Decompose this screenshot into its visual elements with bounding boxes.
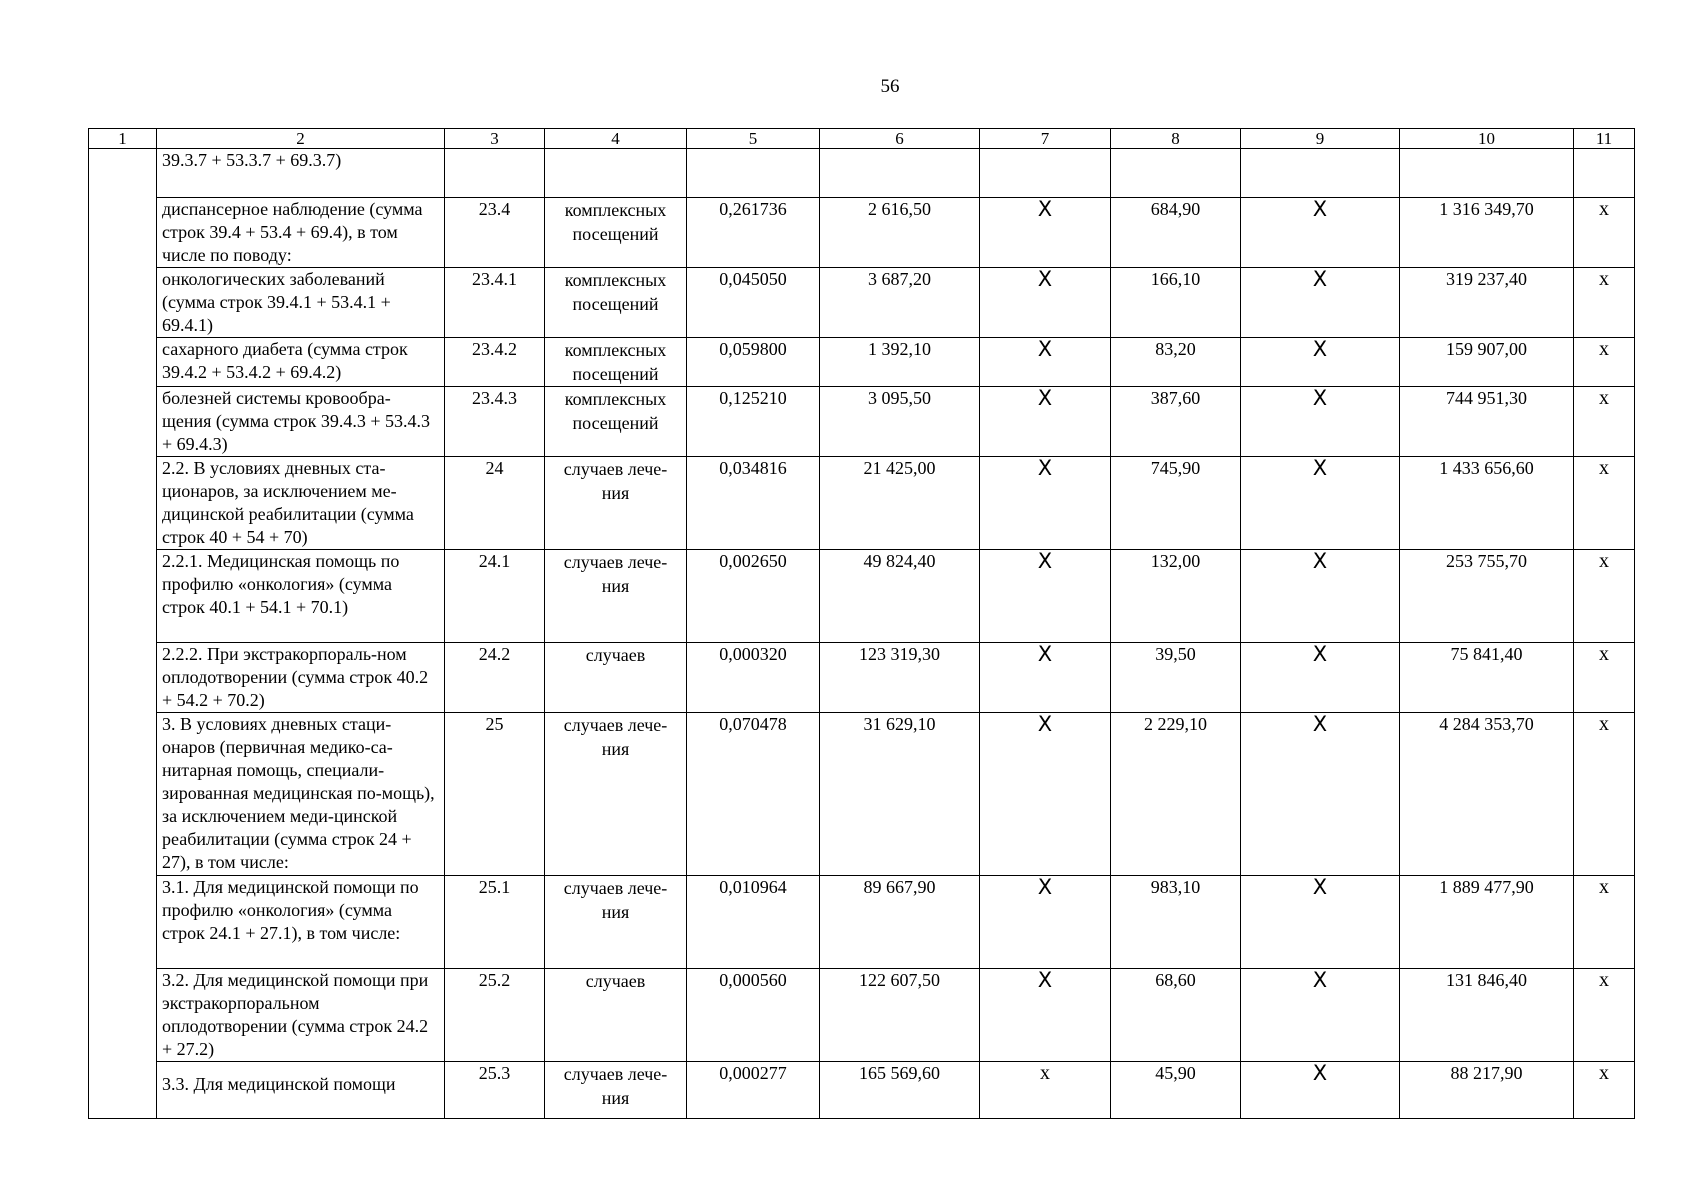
- row-norm: 0,059800: [687, 338, 820, 387]
- table-row: [89, 268, 1635, 338]
- row-cost: 89 667,90: [820, 876, 980, 969]
- table-row: [89, 387, 1635, 457]
- row-cost: 1 392,10: [820, 338, 980, 387]
- row-name: сахарного диабета (сумма строк 39.4.2 + 53.4.2 + 69.4.2): [157, 338, 445, 387]
- table-row: [89, 198, 1635, 268]
- row-cost: 122 607,50: [820, 969, 980, 1062]
- row-col8: 983,10: [1111, 876, 1241, 969]
- row-col9: X: [1241, 876, 1400, 969]
- row-col8: 745,90: [1111, 457, 1241, 550]
- row-code: 23.4.2: [445, 338, 545, 387]
- row-name: 2.2.2. При экстракорпораль-ном оплодотворении (сумма строк 40.2 + 54.2 + 70.2): [157, 643, 445, 713]
- row-col7: X: [980, 387, 1111, 457]
- row-cost: 2 616,50: [820, 198, 980, 268]
- column-number-row: [89, 129, 1635, 149]
- row-col8: 132,00: [1111, 550, 1241, 643]
- row-code: 23.4.1: [445, 268, 545, 338]
- row-name: 3. В условиях дневных стаци-онаров (первичная медико-са-нитарная помощь, специали-зированная медицинская по-мощь), за исключением меди-цинской реабилитации (сумма строк 24 + 27), в том числе:: [157, 713, 445, 876]
- row-code: 24: [445, 457, 545, 550]
- row-code: 25.3: [445, 1062, 545, 1119]
- row-unit: случаев лече-ния: [545, 713, 687, 876]
- column-header: 4: [545, 129, 687, 149]
- row-unit: комплексных посещений: [545, 338, 687, 387]
- row-group-cell: [89, 149, 157, 1119]
- row-code: 23.4.3: [445, 387, 545, 457]
- row-col8: [1111, 149, 1241, 198]
- row-norm: 0,010964: [687, 876, 820, 969]
- row-col11: x: [1574, 876, 1635, 969]
- row-name: 3.3. Для медицинской помощи: [157, 1062, 445, 1119]
- row-col9: X: [1241, 1062, 1400, 1119]
- row-col9: X: [1241, 550, 1400, 643]
- row-col9: X: [1241, 387, 1400, 457]
- row-col7: X: [980, 268, 1111, 338]
- row-col8: 83,20: [1111, 338, 1241, 387]
- row-col9: X: [1241, 198, 1400, 268]
- row-col11: x: [1574, 198, 1635, 268]
- column-header: 10: [1400, 129, 1574, 149]
- row-col10: [1400, 149, 1574, 198]
- row-name: болезней системы кровообра-щения (сумма строк 39.4.3 + 53.4.3 + 69.4.3): [157, 387, 445, 457]
- row-code: 25.1: [445, 876, 545, 969]
- row-code: 24.1: [445, 550, 545, 643]
- row-code: 23.4: [445, 198, 545, 268]
- column-header: 6: [820, 129, 980, 149]
- row-name: 2.2. В условиях дневных ста-ционаров, за исключением ме-дицинской реабилитации (сумма строк 40 + 54 + 70): [157, 457, 445, 550]
- row-col7: X: [980, 713, 1111, 876]
- row-col7: X: [980, 876, 1111, 969]
- column-header: 5: [687, 129, 820, 149]
- row-norm: 0,034816: [687, 457, 820, 550]
- row-code: 24.2: [445, 643, 545, 713]
- row-cost: 31 629,10: [820, 713, 980, 876]
- table-row: [89, 713, 1635, 876]
- row-unit: комплексных посещений: [545, 198, 687, 268]
- row-col7: [980, 149, 1111, 198]
- row-col8: 387,60: [1111, 387, 1241, 457]
- row-unit: комплексных посещений: [545, 268, 687, 338]
- row-col10: 1 316 349,70: [1400, 198, 1574, 268]
- column-header: 3: [445, 129, 545, 149]
- row-col11: [1574, 149, 1635, 198]
- table-row: [89, 1062, 1635, 1119]
- row-col7: x: [980, 1062, 1111, 1119]
- row-name: 2.2.1. Медицинская помощь по профилю «онкология» (сумма строк 40.1 + 54.1 + 70.1): [157, 550, 445, 643]
- row-unit: случаев лече-ния: [545, 876, 687, 969]
- row-cost: 21 425,00: [820, 457, 980, 550]
- row-col11: x: [1574, 387, 1635, 457]
- row-col10: 4 284 353,70: [1400, 713, 1574, 876]
- row-col8: 39,50: [1111, 643, 1241, 713]
- row-col9: X: [1241, 713, 1400, 876]
- row-unit: случаев: [545, 969, 687, 1062]
- row-cost: 123 319,30: [820, 643, 980, 713]
- row-col11: x: [1574, 969, 1635, 1062]
- page-number: 56: [880, 76, 900, 97]
- table-row: [89, 149, 1635, 198]
- row-cost: 3 095,50: [820, 387, 980, 457]
- column-header: 2: [157, 129, 445, 149]
- row-cost: 49 824,40: [820, 550, 980, 643]
- row-norm: [687, 149, 820, 198]
- row-col10: 319 237,40: [1400, 268, 1574, 338]
- row-name: 3.2. Для медицинской помощи при экстракорпоральном оплодотворении (сумма строк 24.2 + 27.2): [157, 969, 445, 1062]
- row-col8: 45,90: [1111, 1062, 1241, 1119]
- row-norm: 0,000320: [687, 643, 820, 713]
- row-unit: случаев лече-ния: [545, 457, 687, 550]
- row-col10: 253 755,70: [1400, 550, 1574, 643]
- row-unit: [545, 149, 687, 198]
- table-row: [89, 643, 1635, 713]
- row-norm: 0,070478: [687, 713, 820, 876]
- financing-table: [88, 128, 1635, 1119]
- row-col7: X: [980, 457, 1111, 550]
- row-col11: x: [1574, 268, 1635, 338]
- table-row: [89, 338, 1635, 387]
- row-col10: 88 217,90: [1400, 1062, 1574, 1119]
- row-col7: X: [980, 969, 1111, 1062]
- column-header: 11: [1574, 129, 1635, 149]
- row-col9: X: [1241, 457, 1400, 550]
- row-col10: 131 846,40: [1400, 969, 1574, 1062]
- row-col10: 75 841,40: [1400, 643, 1574, 713]
- row-col9: X: [1241, 338, 1400, 387]
- row-col11: x: [1574, 338, 1635, 387]
- row-norm: 0,125210: [687, 387, 820, 457]
- row-code: [445, 149, 545, 198]
- row-norm: 0,261736: [687, 198, 820, 268]
- row-name: онкологических заболеваний (сумма строк 39.4.1 + 53.4.1 + 69.4.1): [157, 268, 445, 338]
- row-col10: 1 889 477,90: [1400, 876, 1574, 969]
- row-code: 25.2: [445, 969, 545, 1062]
- row-col10: 1 433 656,60: [1400, 457, 1574, 550]
- row-col9: [1241, 149, 1400, 198]
- row-col7: X: [980, 643, 1111, 713]
- row-name: 39.3.7 + 53.3.7 + 69.3.7): [157, 149, 445, 198]
- row-name: диспансерное наблюдение (сумма строк 39.4 + 53.4 + 69.4), в том числе по поводу:: [157, 198, 445, 268]
- row-col11: x: [1574, 550, 1635, 643]
- row-col9: X: [1241, 969, 1400, 1062]
- row-col11: x: [1574, 713, 1635, 876]
- row-cost: [820, 149, 980, 198]
- row-col10: 744 951,30: [1400, 387, 1574, 457]
- row-col9: X: [1241, 643, 1400, 713]
- row-col8: 2 229,10: [1111, 713, 1241, 876]
- row-col7: X: [980, 338, 1111, 387]
- column-header: 9: [1241, 129, 1400, 149]
- row-col8: 166,10: [1111, 268, 1241, 338]
- row-unit: случаев лече-ния: [545, 550, 687, 643]
- row-norm: 0,000277: [687, 1062, 820, 1119]
- row-cost: 3 687,20: [820, 268, 980, 338]
- row-norm: 0,002650: [687, 550, 820, 643]
- row-unit: случаев: [545, 643, 687, 713]
- row-norm: 0,045050: [687, 268, 820, 338]
- column-header: 8: [1111, 129, 1241, 149]
- row-unit: случаев лече-ния: [545, 1062, 687, 1119]
- row-name: 3.1. Для медицинской помощи по профилю «онкология» (сумма строк 24.1 + 27.1), в том числе:: [157, 876, 445, 969]
- table-row: [89, 969, 1635, 1062]
- table-row: [89, 876, 1635, 969]
- column-header: 1: [89, 129, 157, 149]
- row-col8: 68,60: [1111, 969, 1241, 1062]
- row-col8: 684,90: [1111, 198, 1241, 268]
- row-col10: 159 907,00: [1400, 338, 1574, 387]
- row-norm: 0,000560: [687, 969, 820, 1062]
- row-col7: X: [980, 550, 1111, 643]
- row-cost: 165 569,60: [820, 1062, 980, 1119]
- row-col11: x: [1574, 643, 1635, 713]
- column-header: 7: [980, 129, 1111, 149]
- row-col11: x: [1574, 1062, 1635, 1119]
- row-col7: X: [980, 198, 1111, 268]
- table-row: [89, 457, 1635, 550]
- row-unit: комплексных посещений: [545, 387, 687, 457]
- row-col9: X: [1241, 268, 1400, 338]
- table-row: [89, 550, 1635, 643]
- row-col11: x: [1574, 457, 1635, 550]
- row-code: 25: [445, 713, 545, 876]
